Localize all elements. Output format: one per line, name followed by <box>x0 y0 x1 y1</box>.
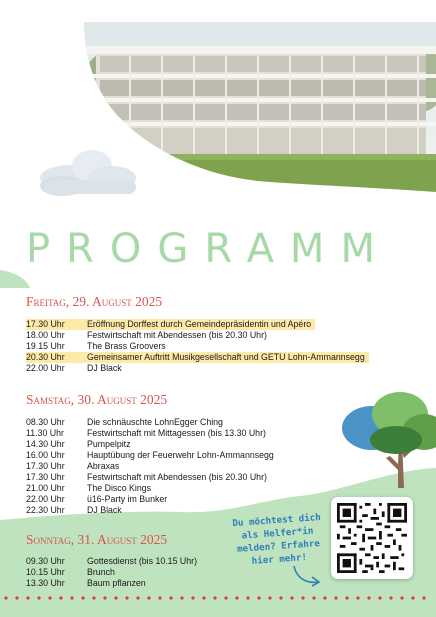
event-row: 10.15 Uhr Brunch <box>26 567 115 577</box>
event-row: 22.30 Uhr DJ Black <box>26 505 122 515</box>
event-row: 17.30 Uhr Abraxas <box>26 461 120 471</box>
event-row: 22.00 Uhr ü16-Party im Bunker <box>26 494 168 504</box>
day-heading-sunday: Sonntag, 31. August 2025 <box>26 532 168 547</box>
day-heading-saturday: Samstag, 30. August 2025 <box>26 392 168 407</box>
event-row: 18.00 Uhr Festwirtschaft mit Abendessen (bis 20.30 Uhr) <box>26 330 267 340</box>
event-row: 20.30 Uhr Gemeinsamer Auftritt Musikgesellschaft und GETU Lohn-Ammannsegg <box>26 352 369 363</box>
helper-callout: Du möchtest dich als Helfer*in melden? Erfahre hier mehr! <box>232 511 322 567</box>
qr-code[interactable] <box>331 497 413 579</box>
event-row: 14.30 Uhr Pumpelpitz <box>26 439 131 449</box>
event-row: 16.00 Uhr Hauptübung der Feuerwehr Lohn-Ammannsegg <box>26 450 274 460</box>
event-row: 22.00 Uhr DJ Black <box>26 363 122 373</box>
cloud-icon <box>40 150 136 196</box>
page-title: PROGRAMM <box>26 226 391 272</box>
event-row: 11.30 Uhr Festwirtschaft mit Mittagessen (bis 13.30 Uhr) <box>26 428 266 438</box>
qr-code-icon <box>337 503 407 573</box>
event-row: 13.30 Uhr Baum pflanzen <box>26 578 146 588</box>
event-row: 17.30 Uhr Eröffnung Dorffest durch Gemeindepräsidentin und Apéro <box>26 319 315 330</box>
event-row: 09.30 Uhr Gottesdienst (bis 10.15 Uhr) <box>26 556 198 566</box>
event-row: 17.30 Uhr Festwirtschaft mit Abendessen (bis 20.30 Uhr) <box>26 472 267 482</box>
event-row: 21.00 Uhr The Disco Kings <box>26 483 152 493</box>
day-heading-friday: Freitag, 29. August 2025 <box>26 294 163 309</box>
event-row: 08.30 Uhr Die schnäuschte LohnEgger Ching <box>26 417 223 427</box>
event-row: 19.15 Uhr The Brass Groovers <box>26 341 166 351</box>
